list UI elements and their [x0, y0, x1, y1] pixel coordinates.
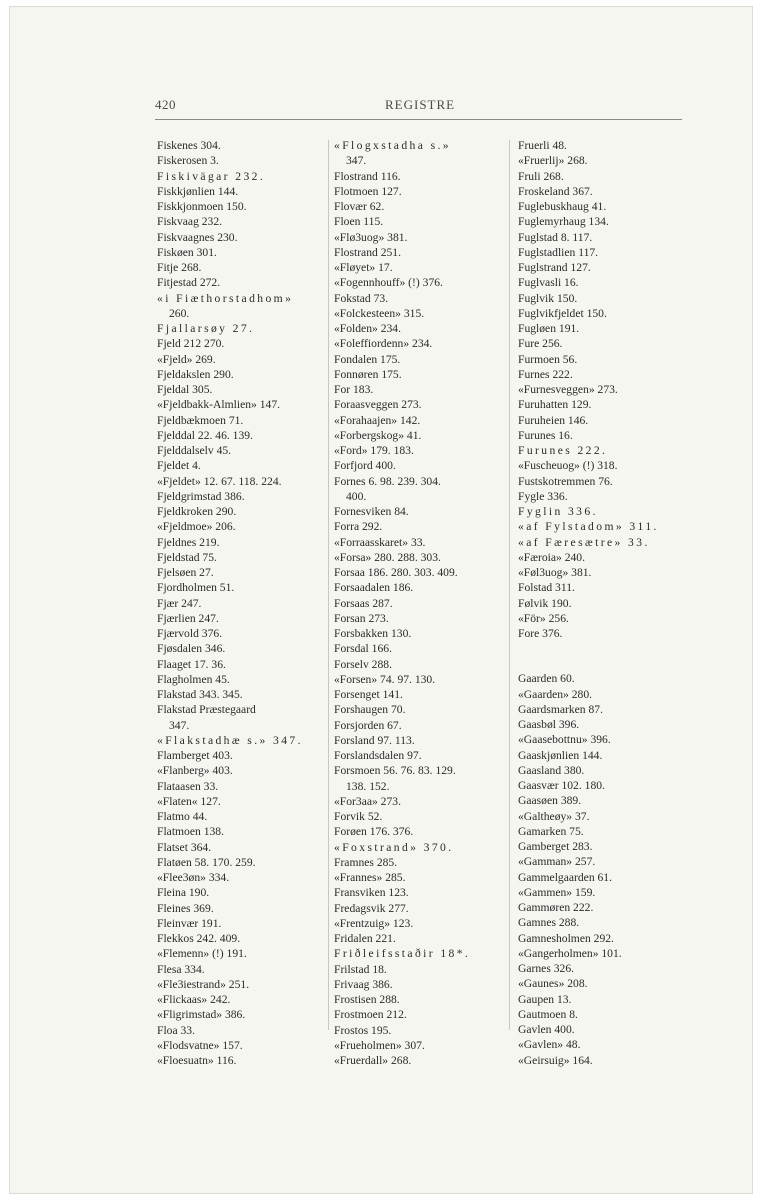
- index-entry: Flakstad Præstegaard: [157, 703, 256, 717]
- index-entry: Flaaget 17. 36.: [157, 657, 226, 671]
- index-entry: Fuglvasli 16.: [518, 276, 579, 290]
- index-entry: Flamberget 403.: [157, 749, 233, 762]
- index-entry: «Flogxstadha s.»: [334, 139, 451, 152]
- index-entry: Fuglstrand 127.: [518, 261, 591, 274]
- index-entry: Frostos 195.: [334, 1023, 392, 1037]
- index-entry: «Gavlen» 48.: [518, 1038, 581, 1052]
- index-entry: «Flee3øn» 334.: [157, 871, 230, 884]
- index-entry: Forsaa 186. 280. 303. 409.: [334, 566, 458, 579]
- index-entry: Fustskotremmen 76.: [518, 474, 613, 488]
- index-entry: Fuglvik 150.: [518, 291, 578, 305]
- index-entry: «Fuscheuog» (!) 318.: [518, 459, 618, 473]
- index-entry: «Fogennhouff» (!) 376.: [334, 276, 443, 290]
- index-entry: «Gaarden» 280.: [518, 687, 593, 701]
- index-entry: «Gammen» 159.: [518, 885, 596, 899]
- index-entry: «Foleffiordenn» 234.: [334, 337, 433, 351]
- index-entry: Fugløen 191.: [518, 322, 580, 335]
- index-entry: Gamberget 283.: [518, 840, 593, 853]
- index-entry: Gammøren 222.: [518, 901, 594, 914]
- index-entry: «Flaten« 127.: [157, 794, 221, 808]
- index-entry: «Fjeldet» 12. 67. 118. 224.: [157, 474, 282, 488]
- index-entry: Forra 292.: [334, 520, 383, 534]
- index-entry: Flatmo 44.: [157, 810, 208, 823]
- index-entry: Fuglebuskhaug 41.: [518, 200, 607, 213]
- index-entry: «Frentzuig» 123.: [334, 916, 414, 930]
- index-entry: Gaaskjønlien 144.: [518, 748, 603, 762]
- index-entry: Folstad 311.: [518, 581, 575, 595]
- index-entry-continuation: 260.: [169, 306, 190, 320]
- index-entry: Furuhatten 129.: [518, 398, 592, 412]
- index-entry: Flostrand 251.: [334, 245, 401, 259]
- index-entry: Fjeldbækmoen 71.: [157, 413, 244, 427]
- index-entry: «Flakstadhæ s.» 347.: [157, 733, 303, 747]
- index-entry: «Fruerdall» 268.: [334, 1054, 412, 1067]
- index-entry: Fjeldakslen 290.: [157, 367, 234, 381]
- index-entry: «Folckesteen» 315.: [334, 306, 425, 320]
- index-entry: Fjeldal 305.: [157, 383, 213, 396]
- index-entry: Fornesviken 84.: [334, 505, 409, 518]
- index-entry: «Geirsuig» 164.: [518, 1053, 593, 1067]
- index-entry: Gavlen 400.: [518, 1023, 575, 1036]
- index-entry: Fjøsdalen 346.: [157, 642, 226, 656]
- index-entry: «Flodsvatne» 157.: [157, 1038, 243, 1052]
- index-entry: Fitjestad 272.: [157, 276, 221, 290]
- index-entry: Forsenget 141.: [334, 688, 403, 701]
- index-entry: Furnes 222.: [518, 367, 573, 381]
- index-entry: «Føl3uog» 381.: [518, 566, 592, 579]
- index-entry: «Ford» 179. 183.: [334, 444, 414, 457]
- index-entry-continuation: 138. 152.: [346, 779, 390, 793]
- index-entry: Garnes 326.: [518, 962, 575, 975]
- index-entry: «Fjeldmoe» 206.: [157, 520, 236, 534]
- index-entry: Gamarken 75.: [518, 824, 584, 838]
- index-entry: Fiskenes 304.: [157, 139, 221, 152]
- index-entry: Forsjorden 67.: [334, 718, 402, 732]
- index-entry: Forshaugen 70.: [334, 703, 406, 717]
- index-entry: Frostisen 288.: [334, 993, 400, 1006]
- index-entry: Gamnes 288.: [518, 916, 580, 930]
- index-entry-continuation: 347.: [169, 718, 190, 732]
- index-entry: «Forahaajen» 142.: [334, 413, 421, 427]
- index-entry-continuation: 400.: [346, 489, 367, 503]
- index-entry: Fiskivägar 232.: [157, 169, 266, 183]
- index-entry: Forsdal 166.: [334, 642, 392, 656]
- index-entry: Flakstad 343. 345.: [157, 688, 243, 701]
- index-entry: Gaupen 13.: [518, 992, 572, 1006]
- index-entry: Fygle 336.: [518, 489, 568, 503]
- index-entry: «Gangerholmen» 101.: [518, 946, 622, 960]
- index-entry: Fruerli 48.: [518, 139, 567, 152]
- index-column-2: [334, 138, 501, 1068]
- index-entry: Fredagsvik 277.: [334, 901, 409, 915]
- index-entry: Fjærvold 376.: [157, 627, 223, 640]
- index-entry: Forsaas 287.: [334, 596, 393, 610]
- index-entry: Frostmoen 212.: [334, 1008, 407, 1022]
- index-entry: Fore 376.: [518, 627, 563, 640]
- index-entry: Fjeld 212 270.: [157, 337, 225, 351]
- index-entry: Fjeldkroken 290.: [157, 505, 237, 518]
- index-entry: Foraasveggen 273.: [334, 398, 422, 412]
- index-entry: «Gamman» 257.: [518, 855, 596, 869]
- index-column-1: [157, 138, 323, 1068]
- index-entry: Forsan 273.: [334, 611, 389, 625]
- index-entry: «Furnesveggen» 273.: [518, 383, 618, 396]
- index-entry: Framnes 285.: [334, 855, 398, 869]
- index-entry: Fjelddalselv 45.: [157, 444, 232, 457]
- index-entry: Fleinvær 191.: [157, 916, 222, 930]
- index-entry: Froskeland 367.: [518, 184, 593, 198]
- index-entry: Fleina 190.: [157, 886, 210, 900]
- index-entry: «Forsen» 74. 97. 130.: [334, 672, 436, 686]
- index-entry: «Foxstrand» 370.: [334, 840, 454, 854]
- running-title: REGISTRE: [385, 97, 456, 112]
- index-entry: Furmoen 56.: [518, 352, 578, 366]
- index-entry: Flatmoen 138.: [157, 825, 224, 839]
- index-entry: «af Færesætre» 33.: [518, 535, 650, 549]
- index-entry: Gaardsmarken 87.: [518, 702, 603, 716]
- index-entry: «Floesuatn» 116.: [157, 1054, 237, 1067]
- index-entry: Fiskvaag 232.: [157, 215, 223, 229]
- index-entry: Fjeldstad 75.: [157, 550, 217, 564]
- index-entry: Fiskøen 301.: [157, 245, 217, 259]
- index-entry: Fuglemyrhaug 134.: [518, 215, 609, 229]
- index-entry: Fleines 369.: [157, 901, 214, 915]
- index-entry: Forselv 288.: [334, 657, 392, 671]
- index-entry: Fiskkjonmoen 150.: [157, 200, 247, 213]
- index-entry: Fjordholmen 51.: [157, 581, 235, 595]
- index-entry: Floen 115.: [334, 215, 384, 229]
- index-entry: «Gaunes» 208.: [518, 977, 588, 991]
- index-entry: «Flemenn» (!) 191.: [157, 947, 247, 961]
- index-entry-continuation: 347.: [346, 154, 367, 168]
- index-entry: Fuglstadlien 117.: [518, 245, 599, 259]
- index-entry: «Færoia» 240.: [518, 550, 585, 564]
- index-entry: Gammelgaarden 61.: [518, 870, 613, 884]
- index-entry: «Fjeldbakk-Almlien» 147.: [157, 398, 281, 412]
- index-entry: Fjelsøen 27.: [157, 566, 214, 579]
- index-entry: Flatøen 58. 170. 259.: [157, 855, 256, 869]
- index-entry: Fokstad 73.: [334, 291, 389, 305]
- index-entry: Flesa 334.: [157, 962, 205, 976]
- index-entry: Furunes 222.: [518, 444, 608, 457]
- index-entry: Fiskkjønlien 144.: [157, 184, 239, 198]
- index-entry: Forsbakken 130.: [334, 627, 412, 640]
- index-entry: «Frueholmen» 307.: [334, 1038, 425, 1052]
- index-entry: Furunes 16.: [518, 428, 573, 442]
- index-entry: Fiskerosen 3.: [157, 154, 219, 168]
- index-entry: Forsmoen 56. 76. 83. 129.: [334, 764, 456, 778]
- index-entry: Gamnesholmen 292.: [518, 931, 614, 945]
- index-entry: Fornes 6. 98. 239. 304.: [334, 474, 441, 488]
- index-entry: Floa 33.: [157, 1023, 196, 1037]
- index-entry: «Flanberg» 403.: [157, 764, 233, 778]
- index-entry: «Fløyet» 17.: [334, 261, 393, 274]
- column-divider: [509, 140, 510, 1030]
- index-entry: Fjallarsøy 27.: [157, 322, 255, 335]
- index-entry: «För» 256.: [518, 611, 569, 625]
- index-entry: «Fle3iestrand» 251.: [157, 977, 250, 991]
- section-gap: [518, 656, 683, 671]
- index-entry: Flagholmen 45.: [157, 672, 230, 686]
- index-column-3: [518, 138, 683, 1068]
- index-entry: Fonnøren 175.: [334, 367, 402, 381]
- index-entry: Fyglin 336.: [518, 505, 598, 518]
- section-gap: [518, 641, 683, 656]
- index-entry: Gaarden 60.: [518, 672, 575, 686]
- index-entry: Flataasen 33.: [157, 779, 219, 793]
- index-entry: «Forraasskaret» 33.: [334, 535, 426, 549]
- index-entry: Frivaag 386.: [334, 977, 393, 991]
- page-header: [155, 97, 682, 115]
- index-entry: Friðleifsstaðir 18*.: [334, 947, 471, 961]
- index-entry: «Gaasebottnu» 396.: [518, 733, 611, 747]
- index-entry: Forsland 97. 113.: [334, 733, 415, 747]
- index-entry: «Galtheøy» 37.: [518, 809, 590, 823]
- index-entry: «Folden» 234.: [334, 322, 401, 335]
- index-entry: Flekkos 242. 409.: [157, 932, 241, 945]
- index-entry: «Fruerlij» 268.: [518, 154, 588, 168]
- index-entry: Fjær 247.: [157, 596, 202, 610]
- index-entry: Fjærlien 247.: [157, 611, 219, 625]
- index-entry: Fure 256.: [518, 337, 563, 351]
- page-number: 420: [155, 97, 176, 112]
- index-entry: Gaasvær 102. 180.: [518, 779, 605, 792]
- index-entry: «For3aa» 273.: [334, 794, 401, 808]
- index-entry: «Fjeld» 269.: [157, 352, 216, 366]
- index-entry: Fjeldet 4.: [157, 459, 201, 473]
- index-entry: Følvik 190.: [518, 596, 572, 610]
- index-entry: Fondalen 175.: [334, 352, 401, 366]
- index-entry: «af Fylstadom» 311.: [518, 520, 659, 534]
- index-entry: «Flickaas» 242.: [157, 993, 231, 1006]
- index-entry: Forfjord 400.: [334, 459, 396, 473]
- index-entry: Fransviken 123.: [334, 886, 409, 900]
- column-divider: [328, 140, 329, 1030]
- index-entry: Flovær 62.: [334, 200, 385, 213]
- index-entry: Frilstad 18.: [334, 962, 387, 976]
- header-rule: [155, 119, 682, 120]
- index-entry: Fuglstad 8. 117.: [518, 230, 593, 244]
- index-entry: Fiskvaagnes 230.: [157, 230, 238, 244]
- index-entry: «Flø3uog» 381.: [334, 230, 408, 244]
- index-entry: Furuheien 146.: [518, 413, 589, 427]
- index-entry: Flatset 364.: [157, 840, 212, 854]
- index-entry: Forslandsdalen 97.: [334, 749, 422, 762]
- index-entry: Gaasbøl 396.: [518, 718, 580, 731]
- index-entry: Flotmoen 127.: [334, 184, 402, 198]
- index-entry: Fitje 268.: [157, 261, 202, 274]
- index-entry: «Frannes» 285.: [334, 871, 406, 884]
- index-entry: «Forbergskog» 41.: [334, 428, 422, 442]
- index-entry: For 183.: [334, 383, 374, 396]
- index-entry: Fruli 268.: [518, 169, 564, 183]
- index-entry: Gautmoen 8.: [518, 1007, 578, 1021]
- index-entry: Fuglvikfjeldet 150.: [518, 306, 607, 320]
- index-entry: «i Fiæthorstadhom»: [157, 291, 294, 305]
- index-entry: Fjeldgrimstad 386.: [157, 489, 245, 503]
- index-entry: «Forsa» 280. 288. 303.: [334, 550, 441, 564]
- index-entry: Forøen 176. 376.: [334, 825, 414, 839]
- index-entry: Gaasøen 389.: [518, 794, 582, 808]
- index-entry: Forvik 52.: [334, 810, 383, 823]
- index-entry: Forsaadalen 186.: [334, 581, 414, 595]
- index-entry: Fjeldnes 219.: [157, 535, 220, 549]
- index-entry: Flostrand 116.: [334, 169, 401, 183]
- index-entry: Fjelddal 22. 46. 139.: [157, 428, 253, 442]
- index-entry: Gaasland 380.: [518, 763, 585, 777]
- index-entry: «Fligrimstad» 386.: [157, 1008, 246, 1022]
- index-entry: Fridalen 221.: [334, 932, 396, 945]
